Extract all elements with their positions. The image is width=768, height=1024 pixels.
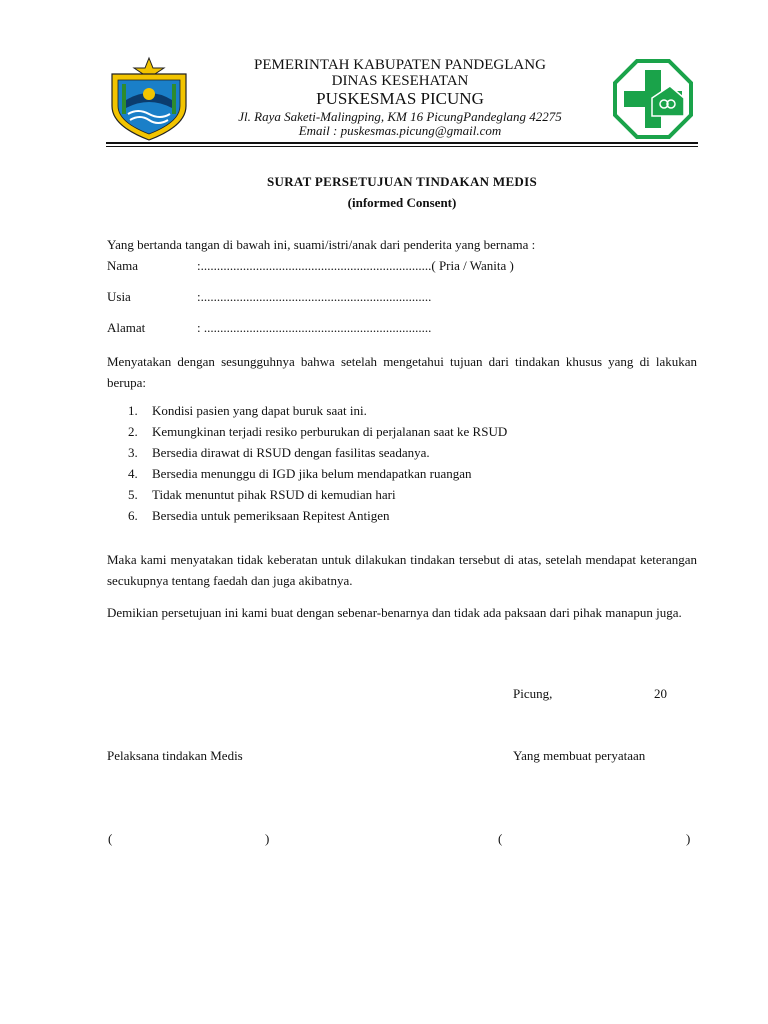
pandeglang-regency-emblem-icon xyxy=(106,56,192,142)
field-value-nama: :.......................................................................( Pria / Wanita ) xyxy=(197,258,514,273)
document-title: SURAT PERSETUJUAN TINDAKAN MEDIS xyxy=(266,174,537,189)
field-label-usia: Usia xyxy=(107,289,131,304)
statement-text: Menyatakan dengan sesungguhnya bahwa setelah mengetahui tujuan dari tindakan khusus yang di lakukan berupa: xyxy=(107,354,697,390)
document-subtitle: (informed Consent) xyxy=(347,195,457,210)
header-government: PEMERINTAH KABUPATEN PANDEGLANG xyxy=(254,57,546,73)
list-item-text: Tidak menuntut pihak RSUD di kemudian hari xyxy=(152,487,396,502)
signing-year: 20 xyxy=(654,686,667,701)
list-item-text: Bersedia menunggu di IGD jika belum mendapatkan ruangan xyxy=(152,466,472,481)
list-item-number: 6. xyxy=(128,508,138,523)
closing-paragraph: Demikian persetujuan ini kami buat dengan sebenar-benarnya dan tidak ada paksaan dari pihak manapun juga. xyxy=(107,605,682,620)
signer-right-label: Yang membuat peryataan xyxy=(513,748,646,763)
puskesmas-logo-icon xyxy=(612,58,694,140)
intro-text: Yang bertanda tangan di bawah ini, suami/istri/anak dari penderita yang bernama : xyxy=(107,237,536,252)
list-item-number: 2. xyxy=(128,424,138,439)
list-item-number: 1. xyxy=(128,403,138,418)
header-rule-thick xyxy=(106,142,698,144)
list-item-text: Kondisi pasien yang dapat buruk saat ini. xyxy=(152,403,367,418)
field-label-alamat: Alamat xyxy=(107,320,146,335)
signing-place: Picung, xyxy=(513,686,553,701)
field-value-alamat: : ...................................................................... xyxy=(197,320,432,335)
signer-left-label: Pelaksana tindakan Medis xyxy=(107,748,243,763)
header-rule-thin xyxy=(106,146,698,147)
header-puskesmas: PUSKESMAS PICUNG xyxy=(316,89,484,108)
signature-left-close: ) xyxy=(265,831,270,846)
field-value-usia: :....................................................................... xyxy=(197,289,432,304)
list-item-text: Bersedia dirawat di RSUD dengan fasilitas seadanya. xyxy=(152,445,430,460)
agreement-paragraph: Maka kami menyatakan tidak keberatan untuk dilakukan tindakan tersebut di atas, setelah mendapat keterangan secukupnya tentang faedah dan juga akibatnya. xyxy=(107,552,697,588)
list-item-text: Bersedia untuk pemeriksaan Repitest Antigen xyxy=(152,508,390,523)
list-item-number: 5. xyxy=(128,487,138,502)
list-item-number: 4. xyxy=(128,466,138,481)
header-department: DINAS KESEHATAN xyxy=(331,73,469,89)
field-label-nama: Nama xyxy=(107,258,139,273)
list-item-text: Kemungkinan terjadi resiko perburukan di perjalanan saat ke RSUD xyxy=(152,424,508,439)
signature-right-close: ) xyxy=(686,831,691,846)
list-item-number: 3. xyxy=(128,445,138,460)
signature-left-open: ( xyxy=(108,831,113,846)
header-email: Email : puskesmas.picung@gmail.com xyxy=(298,123,502,138)
header-address: Jl. Raya Saketi-Malingping, KM 16 PicungPandeglang 42275 xyxy=(238,109,562,124)
signature-right-open: ( xyxy=(498,831,503,846)
